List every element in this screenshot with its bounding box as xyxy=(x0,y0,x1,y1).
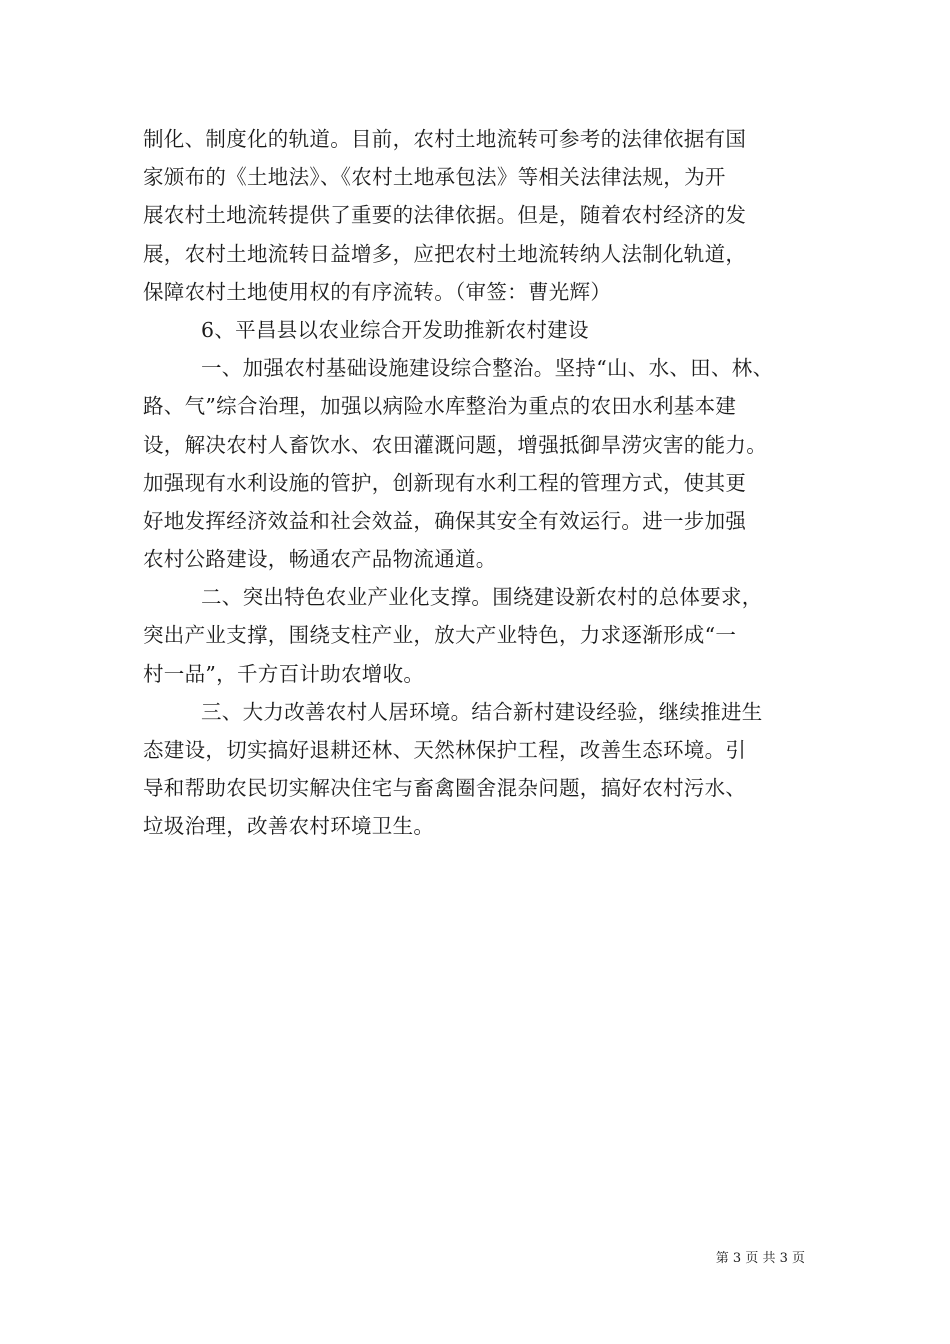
text-line: 突出产业支撑，围绕支柱产业，放大产业特色，力求逐渐形成“一 xyxy=(143,623,737,648)
document-body xyxy=(143,120,815,846)
text-line: 一、加强农村基础设施建设综合整治。坚持“山、水、田、林、 xyxy=(201,356,774,381)
text-line: 导和帮助农民切实解决住宅与畜禽圈舍混杂问题，搞好农村污水、 xyxy=(143,776,747,801)
paragraph-land-transfer xyxy=(143,120,815,311)
text-line: 家颁布的《土地法》、《农村土地承包法》等相关法律法规，为开 xyxy=(143,165,726,190)
text-line: 加强现有水利设施的管护，创新现有水利工程的管理方式，使其更 xyxy=(143,470,747,495)
text-line: 展，农村土地流转日益增多，应把农村土地流转纳人法制化轨道， xyxy=(143,241,747,266)
text-line: 村一品”，千方百计助农增收。 xyxy=(143,661,425,686)
text-line: 二、突出特色农业产业化支撑。围绕建设新农村的总体要求， xyxy=(201,585,763,610)
text-line: 保障农村土地使用权的有序流转。（审签：曹光辉） xyxy=(143,279,612,304)
paragraph-living-environment xyxy=(143,693,815,846)
page-number-footer: 第 3 页 共 3 页 xyxy=(715,1251,805,1266)
section-heading: 6、平昌县以农业综合开发助推新农村建设 xyxy=(201,317,589,342)
paragraph-infrastructure xyxy=(143,349,815,578)
paragraph-agriculture-industry xyxy=(143,578,815,693)
text-line: 展农村土地流转提供了重要的法律依据。但是，随着农村经济的发 xyxy=(143,203,747,228)
text-line: 垃圾治理，改善农村环境卫生。 xyxy=(143,814,435,839)
text-line: 态建设，切实搞好退耕还林、天然林保护工程，改善生态环境。引 xyxy=(143,738,747,762)
text-line: 制化、制度化的轨道。目前，农村土地流转可参考的法律依据有国 xyxy=(143,127,747,151)
text-line: 好地发挥经济效益和社会效益，确保其安全有效运行。进一步加强 xyxy=(143,508,747,533)
text-line: 路、气”综合治理，加强以病险水库整治为重点的农田水利基本建 xyxy=(143,394,737,419)
text-line: 农村公路建设，畅通农产品物流通道。 xyxy=(143,547,497,572)
text-line: 设，解决农村人畜饮水、农田灌溉问题，增强抵御旱涝灾害的能力。 xyxy=(143,432,767,457)
text-line: 三、大力改善农村人居环境。结合新村建设经验，继续推进生 xyxy=(201,699,763,724)
